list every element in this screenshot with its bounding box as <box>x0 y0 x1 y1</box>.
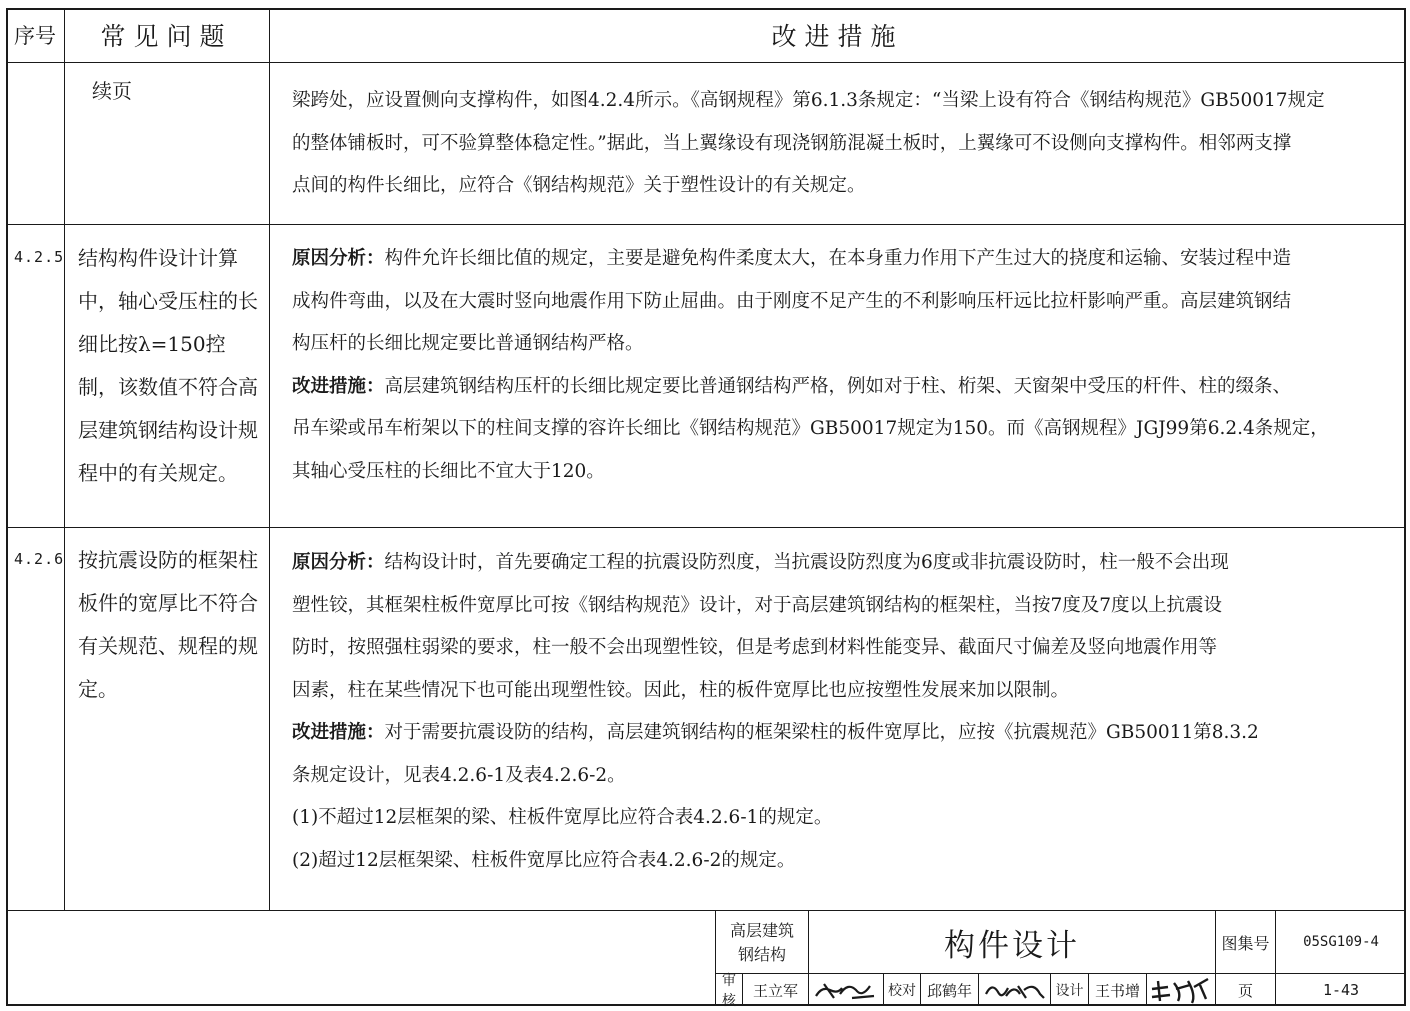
reviewer-signature <box>812 976 880 1004</box>
design-label: 设计 <box>1055 983 1084 999</box>
row-divider-1 <box>6 224 1406 225</box>
text-line: 点间的构件长细比，应符合《钢结构规范》关于塑性设计的有关规定。 <box>292 175 866 196</box>
analysis-label: 原因分析： <box>292 248 385 269</box>
measure-label: 改进措施： <box>292 375 385 397</box>
text-line: 因素，柱在某些情况下也可能出现塑性铰。因此，柱的板件宽厚比也应按塑性发展来加以限制。 <box>292 679 1070 701</box>
row-number: 4.2.5 <box>14 248 65 266</box>
page-label: 页 <box>1237 981 1253 1000</box>
designer-name: 王书增 <box>1094 981 1140 1000</box>
checker-signature <box>982 976 1048 1004</box>
header-no: 序号 <box>14 24 56 48</box>
header-divider <box>6 62 1406 63</box>
col-divider-2 <box>269 8 270 910</box>
text-line: 吊车梁或吊车桁架以下的柱间支撑的容许长细比《钢结构规范》GB50017规定为150。而《高钢规程》JGJ99第6.2.4条规定， <box>292 418 1329 439</box>
category-cell: 高层建筑 钢结构 <box>729 921 794 964</box>
designer-signature <box>1148 975 1214 1005</box>
row-continued-problem: 续页 <box>92 79 132 103</box>
text-line: 原因分析：构件允许长细比值的规定，主要是避免构件柔度太大，在本身重力作用下产生过大的挠度和运输、安装过程中造 <box>292 248 1292 269</box>
text-line: 条规定设计，见表4.2.6-1及表4.2.6-2。 <box>292 764 626 786</box>
row-measure <box>292 238 1392 493</box>
text-line: 改进措施：高层建筑钢结构压杆的长细比规定要比普通钢结构严格，例如对于柱、桁架、天窗架中受压的杆件、柱的缀条、 <box>292 375 1292 397</box>
header-measure: 改进措施 <box>771 22 904 51</box>
reviewer-name: 王立军 <box>752 981 798 1000</box>
analysis-label: 原因分析： <box>292 552 385 573</box>
atlas-number: 05SG109-4 <box>1303 934 1379 950</box>
drawing-title: 构件设计 <box>944 927 1080 964</box>
text-line: 构压杆的长细比规定要比普通钢结构严格。 <box>292 333 644 354</box>
text-line: 的整体铺板时，可不验算整体稳定性。”据此，当上翼缘设有现浇钢筋混凝土板时，上翼缘可不设侧向支撑构件。相邻两支撑 <box>292 132 1292 154</box>
row-number: 4.2.6 <box>14 550 65 568</box>
check-label: 校对 <box>888 983 916 999</box>
text-line: 塑性铰，其框架柱板件宽厚比可按《钢结构规范》设计，对于高层建筑钢结构的框架柱，当按7度及7度以上抗震设 <box>292 594 1223 616</box>
text-line: 其轴心受压柱的长细比不宜大于120。 <box>292 460 605 482</box>
text-line: (2)超过12层框架梁、柱板件宽厚比应符合表4.2.6-2的规定。 <box>292 849 796 871</box>
text-line: 原因分析：结构设计时，首先要确定工程的抗震设防烈度，当抗震设防烈度为6度或非抗震设防时，柱一般不会出现 <box>292 552 1229 573</box>
row-problem: 结构构件设计计算中，轴心受压柱的长细比按λ=150控制，该数值不符合高层建筑钢结构设计规程中的有关规定。 <box>78 246 258 485</box>
text-line: 成构件弯曲，以及在大震时竖向地震作用下防止屈曲。由于刚度不足产生的不利影响压杆远比拉杆影响严重。高层建筑钢结 <box>292 290 1292 312</box>
checker-name: 邱鹤年 <box>926 981 972 1000</box>
row-problem: 按抗震设防的框架柱板件的宽厚比不符合有关规范、规程的规定。 <box>78 548 258 701</box>
review-label: 审核 <box>722 973 736 1009</box>
col-divider-1 <box>64 8 65 910</box>
row-measure <box>292 542 1392 882</box>
page-number: 1-43 <box>1322 981 1360 999</box>
row-divider-2 <box>6 527 1406 528</box>
atlas-label: 图集号 <box>1221 933 1270 953</box>
row-continued-measure <box>292 80 1392 208</box>
text-line: 防时，按照强柱弱梁的要求，柱一般不会出现塑性铰，但是考虑到材料性能变异、截面尺寸偏差及竖向地震作用等 <box>292 637 1218 658</box>
header-problem: 常见问题 <box>100 22 233 51</box>
text-line: 改进措施：对于需要抗震设防的结构，高层建筑钢结构的框架梁柱的板件宽厚比，应按《抗震规范》GB50011第8.3.2 <box>292 722 1259 743</box>
text-line: 梁跨处，应设置侧向支撑构件，如图4.2.4所示。《高钢规程》第6.1.3条规定：“当梁上设有符合《钢结构规范》GB50017规定 <box>292 90 1325 111</box>
text-line: (1)不超过12层框架的梁、柱板件宽厚比应符合表4.2.6-1的规定。 <box>292 807 833 828</box>
measure-label: 改进措施： <box>292 722 385 743</box>
